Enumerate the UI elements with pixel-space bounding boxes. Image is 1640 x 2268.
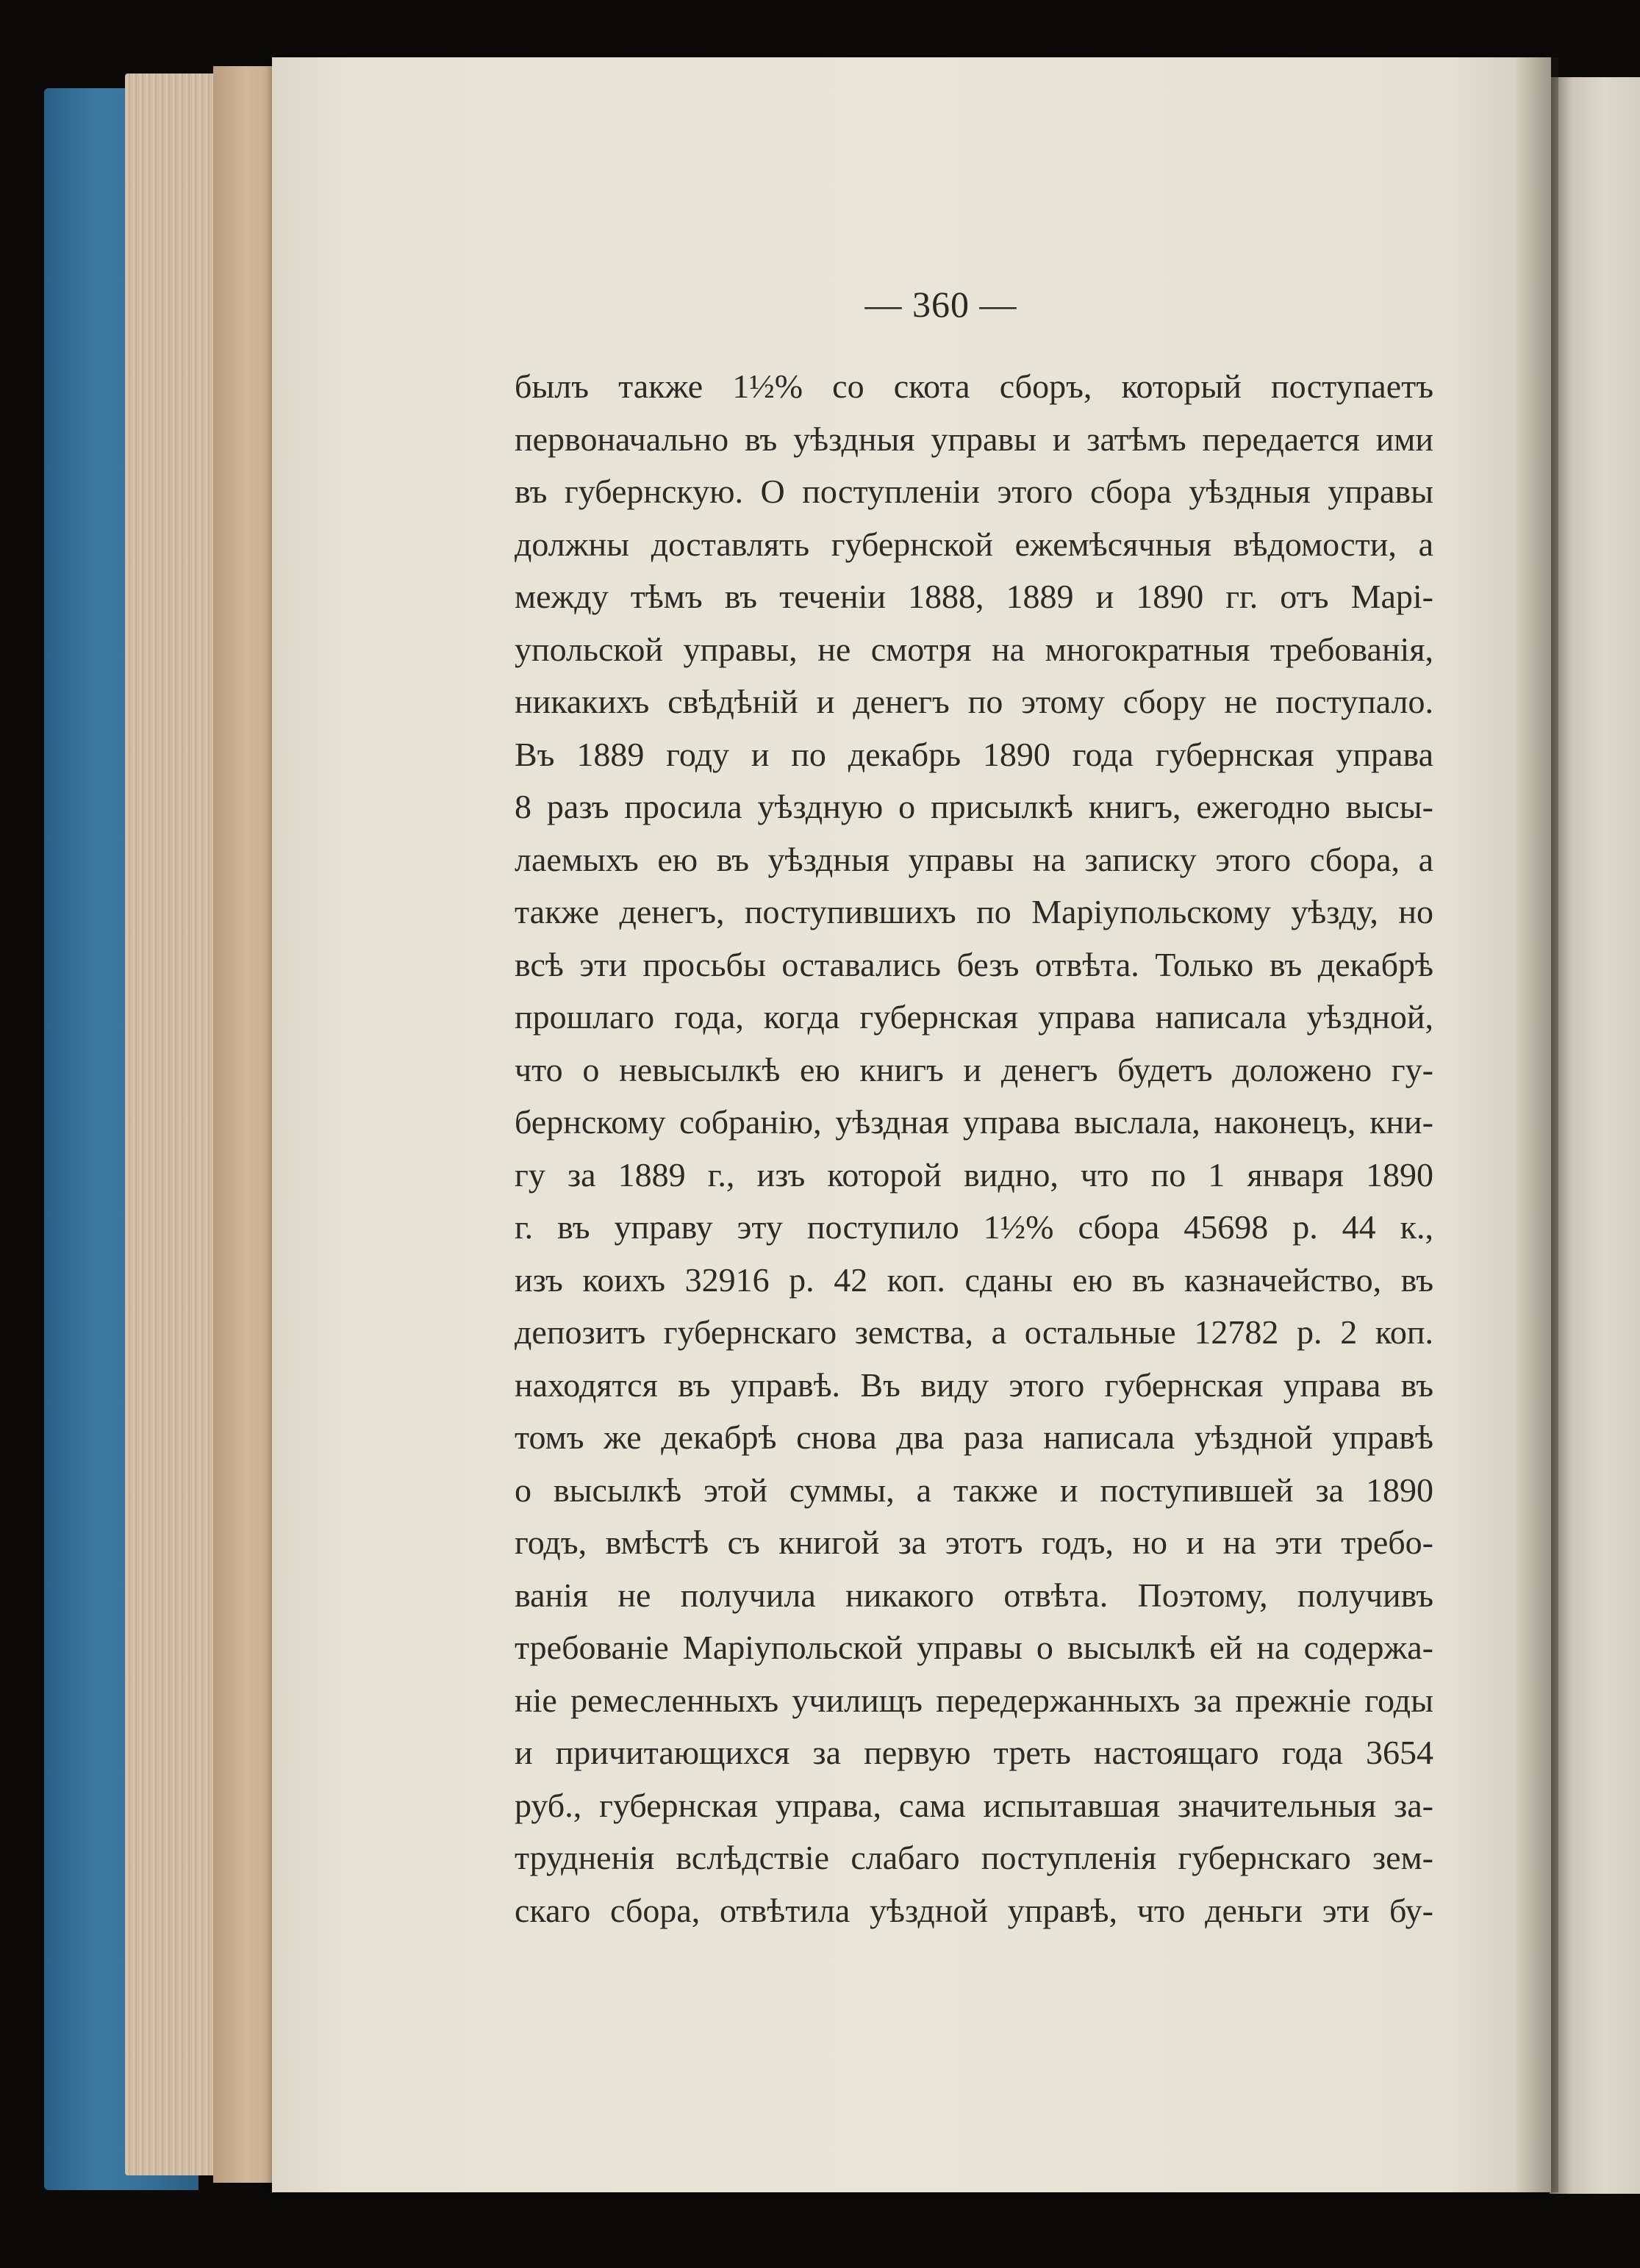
- text-line: томъ же декабрѣ снова два раза написала уѣздной управѣ: [515, 1418, 1433, 1456]
- page-stack-edge: [213, 66, 279, 2183]
- text-line: 8 разъ просила уѣздную о присылкѣ книгъ, ежегодно высы-: [515, 788, 1433, 825]
- text-line: и причитающихся за первую треть настоящаго года 3654: [515, 1734, 1433, 1771]
- text-line: годъ, вмѣстѣ съ книгой за этотъ годъ, но и на эти требо-: [515, 1524, 1433, 1561]
- text-line: никакихъ свѣдѣній и денегъ по этому сбору не поступало.: [515, 683, 1433, 720]
- text-line: находятся въ управѣ. Въ виду этого губернская управа въ: [515, 1366, 1433, 1404]
- text-line: что о невысылкѣ ею книгъ и денегъ будетъ доложено гу-: [515, 1050, 1433, 1088]
- text-line: Въ 1889 году и по декабрь 1890 года губернская управа: [515, 735, 1433, 773]
- text-line: упольской управы, не смотря на многократныя требованія,: [515, 630, 1433, 668]
- text-line: между тѣмъ въ теченіи 1888, 1889 и 1890 гг. отъ Марі-: [515, 578, 1433, 615]
- text-line: всѣ эти просьбы оставались безъ отвѣта. Только въ декабрѣ: [515, 945, 1433, 983]
- text-line: г. въ управу эту поступило 1½% сбора 45698 р. 44 к.,: [515, 1208, 1433, 1246]
- text-line: первоначально въ уѣздныя управы и затѣмъ передается ими: [515, 420, 1433, 458]
- text-line: должны доставлять губернской ежемѣсячныя вѣдомости, а: [515, 525, 1433, 563]
- text-line: трудненія вслѣдствіе слабаго поступленія губернскаго зем-: [515, 1839, 1433, 1876]
- text-line: прошлаго года, когда губернская управа написала уѣздной,: [515, 998, 1433, 1036]
- text-line: лаемыхъ ею въ уѣздныя управы на записку этого сбора, а: [515, 840, 1433, 878]
- text-line: гу за 1889 г., изъ которой видно, что по 1 января 1890: [515, 1155, 1433, 1194]
- text-line: въ губернскую. О поступленіи этого сбора уѣздныя управы: [515, 473, 1433, 510]
- next-page-edge: [1550, 77, 1640, 2194]
- body-text: [515, 360, 1433, 1937]
- page-number-header: — 360 —: [864, 284, 1017, 325]
- text-line: также денегъ, поступившихъ по Маріупольскому уѣзду, но: [515, 893, 1433, 930]
- text-line: скаго сбора, отвѣтила уѣздной управѣ, что деньги эти бу-: [515, 1891, 1433, 1929]
- text-line: былъ также 1½% со скота сборъ, который поступаетъ: [515, 367, 1433, 405]
- text-line: о высылкѣ этой суммы, а также и поступившей за 1890: [515, 1471, 1433, 1509]
- text-line: руб., губернская управа, сама испытавшая значительныя за-: [515, 1786, 1433, 1824]
- text-line: требованіе Маріупольской управы о высылкѣ ей на содержа-: [515, 1629, 1433, 1666]
- text-line: изъ коихъ 32916 р. 42 коп. сданы ею въ казначейство, въ: [515, 1260, 1433, 1299]
- text-line: бернскому собранію, уѣздная управа выслала, наконецъ, кни-: [515, 1103, 1433, 1141]
- text-line: ніе ремесленныхъ училищъ передержанныхъ за прежніе годы: [515, 1681, 1433, 1719]
- page-gutter-shadow: [1514, 57, 1558, 2192]
- text-line: ванія не получила никакого отвѣта. Поэтому, получивъ: [515, 1576, 1433, 1614]
- text-line: депозитъ губернскаго земства, а остальные 12782 р. 2 коп.: [515, 1313, 1433, 1351]
